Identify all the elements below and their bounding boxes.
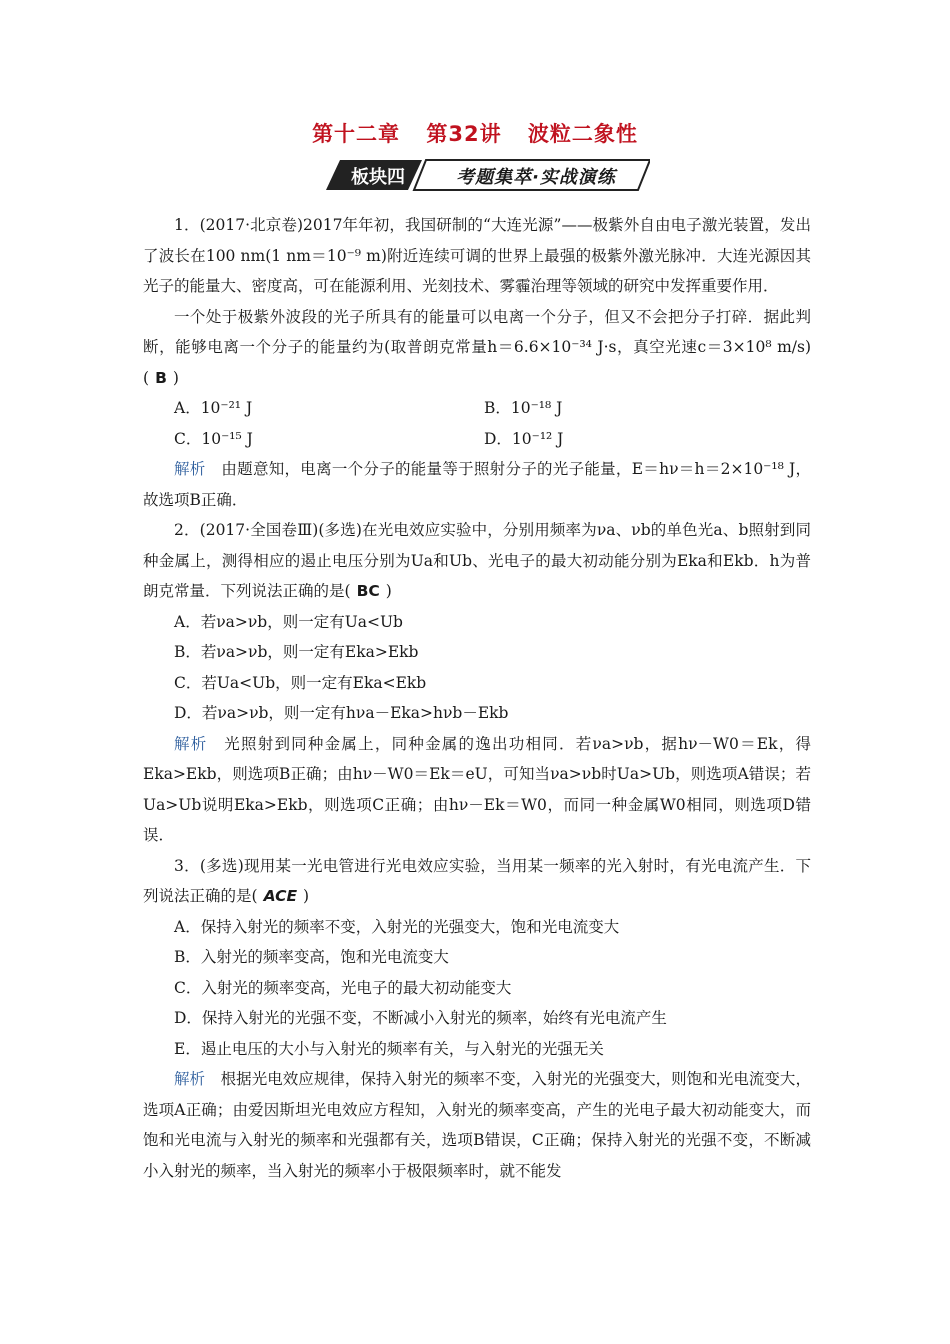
q1-stem: 1．(2017·北京卷)2017年年初，我国研制的“大连光源”——极紫外自由电子激光装置，发出了波长在100 nm(1 nm＝10⁻⁹ m)附近连续可调的世界上最强的极紫外激光脉冲．大连光源因其光子的能量大、密度高，可在能源利用、光刻技术、雾霾治理等领域的研究中发挥重要作用． [143, 216, 811, 295]
q2-analysis-text: 光照射到同种金属上，同种金属的逸出功相同．若νa>νb，据hν－W0＝Ek，得Eka>Ekb，则选项B正确；由hν－W0＝Ek＝eU，可知当νa>νb时Ua>Ub，则选项A错误；若Ua>Ub说明Eka>Ekb，则选项C正确；由hν－Ek＝W0，而同一种金属W0相同，则选项D错误． [143, 734, 811, 844]
q1-option-d: D．10⁻¹² J [484, 429, 564, 448]
q1-option-b: B．10⁻¹⁸ J [484, 399, 563, 417]
q2-stem-text: 2．(2017·全国卷Ⅲ)(多选)在光电效应实验中，分别用频率为νa、νb的单色光a、b照射到同种金属上，测得相应的遏止电压分别为Ua和Ub、光电子的最大初动能分别为Eka和Ekb．h为普朗克常量．下列说法正确的是( [143, 521, 811, 600]
q3-option-d: D．保持入射光的光强不变，不断减小入射光的频率，始终有光电流产生 [174, 1009, 667, 1027]
banner-left-text: 板块四 [351, 167, 405, 188]
q1-close: ) [172, 368, 179, 387]
q3-option-b: B．入射光的频率变高，饱和光电流变大 [174, 948, 449, 966]
q2-stem [143, 515, 811, 607]
q1-analysis [143, 454, 811, 515]
q2-option-b: B．若νa>νb，则一定有Eka>Ekb [174, 643, 419, 661]
q1-options-row-2 [143, 424, 811, 455]
q1-analysis-text: 由题意知，电离一个分子的能量等于照射分子的光子能量，E＝hν＝h＝2×10⁻¹⁸ J，故选项B正确． [143, 460, 811, 509]
q3-stem-text: 3．(多选)现用某一光电管进行光电效应实验，当用某一频率的光入射时，有光电流产生．下列说法正确的是( [143, 856, 811, 905]
q1-analysis-label: 解析 [174, 460, 206, 478]
question-2 [143, 515, 811, 851]
q2-answer: BC [356, 582, 380, 600]
q3-close: ) [303, 887, 310, 905]
q1-options-row-1 [143, 393, 811, 424]
q3-stem [143, 851, 811, 912]
q1-option-c: C．10⁻¹⁵ J [174, 429, 253, 448]
q3-analysis-text: 根据光电效应规律，保持入射光的频率不变，入射光的光强变大，则饱和光电流变大，选项A正确；由爱因斯坦光电效应方程知，入射光的频率变高，产生的光电子最大初动能变大，而饱和光电流与入射光的频率和光强都有关，选项B错误，C正确；保持入射光的光强不变，不断减小入射光的频率，当入射光的频率小于极限频率时，就不能发 [143, 1070, 811, 1180]
q3-analysis-label: 解析 [174, 1070, 206, 1088]
q3-option-c: C．入射光的频率变高，光电子的最大初动能变大 [174, 978, 512, 997]
topic-label: 波粒二象性 [527, 122, 638, 146]
q1-question-text: 一个处于极紫外波段的光子所具有的能量可以电离一个分子，但又不会把分子打碎．据此判断，能够电离一个分子的能量约为(取普朗克常量h＝6.6×10⁻³⁴ J·s，真空光速c＝3×10⁸ m/s)( [143, 307, 811, 387]
q2-analysis [143, 729, 811, 851]
content [143, 210, 811, 1186]
page-title [0, 118, 950, 148]
q2-option-a: A．若νa>νb，则一定有Ua<Ub [174, 612, 403, 631]
q2-option-c: C．若Ua<Ub，则一定有Eka<Ekb [174, 673, 427, 692]
section-banner [326, 158, 650, 192]
q2-close: ) [385, 582, 392, 600]
banner-right-text: 考题集萃·实战演练 [456, 167, 616, 188]
question-1 [143, 210, 811, 515]
q3-option-e: E．遏止电压的大小与入射光的频率有关，与入射光的光强无关 [174, 1039, 604, 1058]
question-3 [143, 851, 811, 1187]
chapter-label: 第十二章 [312, 122, 401, 146]
q1-option-a: A．10⁻²¹ J [174, 399, 253, 417]
lecture-label: 第32讲 [426, 122, 502, 146]
q2-option-d: D．若νa>νb，则一定有hνa－Eka>hνb－Ekb [174, 704, 509, 722]
q3-answer: ACE [263, 887, 298, 905]
q3-option-a: A．保持入射光的频率不变，入射光的光强变大，饱和光电流变大 [174, 917, 620, 936]
q2-analysis-label: 解析 [174, 734, 208, 753]
q1-answer: B [155, 368, 167, 387]
q3-analysis [143, 1064, 811, 1186]
q1-question [143, 302, 811, 394]
